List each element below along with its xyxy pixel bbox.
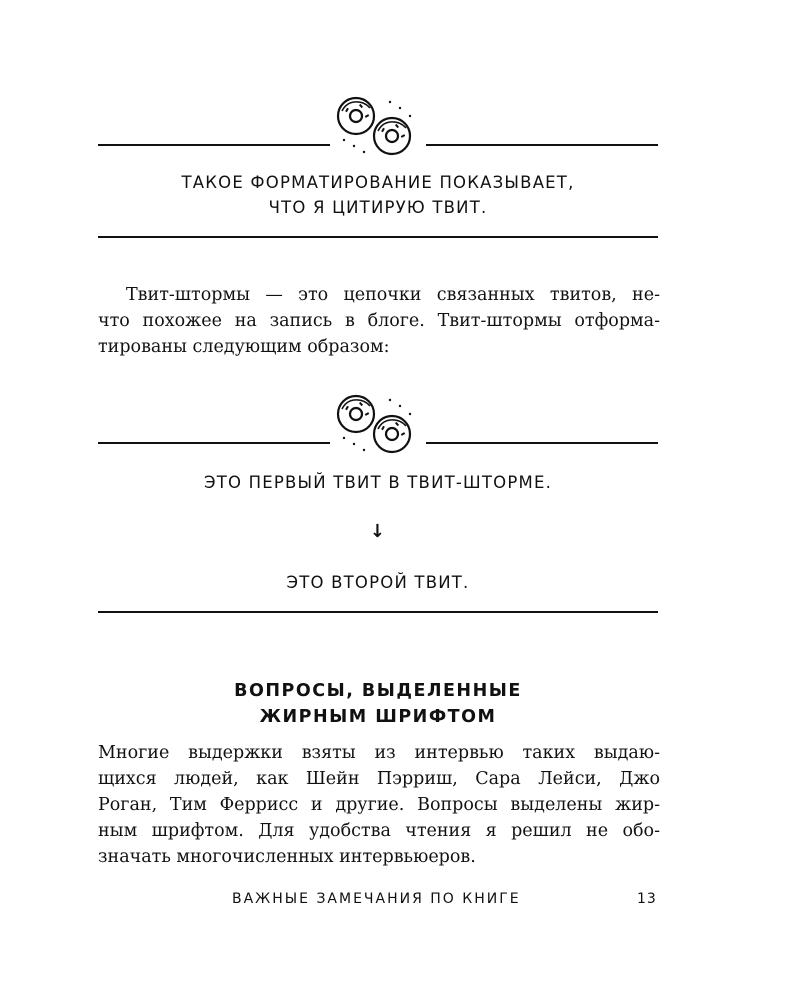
quote-line-2: ЧТО Я ЦИТИРУЮ ТВИТ.: [268, 198, 488, 217]
quote-line-1: ТАКОЕ ФОРМАТИРОВАНИЕ ПОКАЗЫВАЕТ,: [181, 173, 575, 192]
paragraph-tweetstorms: [98, 282, 660, 360]
paragraph-line: Многие выдержки взяты из интервью таких выдаю-: [98, 743, 660, 763]
paragraph-line: тированы следующим образом:: [98, 337, 390, 357]
running-title: ВАЖНЫЕ ЗАМЕЧАНИЯ ПО КНИГЕ: [232, 891, 521, 907]
arrow-down-icon: ↓: [369, 521, 387, 542]
paragraph-bold-questions: [98, 740, 660, 870]
paragraph-line: щихся людей, как Шейн Пэрриш, Сара Лейси, Джо: [98, 769, 660, 789]
storm-tweet-1: ЭТО ПЕРВЫЙ ТВИТ В ТВИТ-ШТОРМЕ.: [203, 473, 553, 492]
storm-tweet-2: ЭТО ВТОРОЙ ТВИТ.: [286, 573, 470, 592]
paragraph-line: ным шрифтом. Для удобства чтения я решил не обо-: [98, 821, 660, 841]
paragraph-line: значать многочисленных интервьюеров.: [98, 847, 476, 867]
donuts-icon: [330, 94, 426, 158]
section-title-line-1: ВОПРОСЫ, ВЫДЕЛЕННЫЕ: [234, 681, 522, 701]
paragraph-line: что похожее на запись в блоге. Твит-штормы отформа-: [98, 311, 660, 331]
page-number: 13: [637, 891, 657, 907]
paragraph-line: Роган, Тим Феррисс и другие. Вопросы выделены жир-: [98, 795, 660, 815]
storm-bottom-rule: [98, 611, 658, 613]
section-title-line-2: ЖИРНЫМ ШРИФТОМ: [259, 707, 497, 727]
quote-bottom-rule: [98, 236, 658, 238]
paragraph-line: Твит-штормы — это цепочки связанных твитов, не-: [126, 285, 660, 305]
donuts-icon: [330, 392, 426, 456]
